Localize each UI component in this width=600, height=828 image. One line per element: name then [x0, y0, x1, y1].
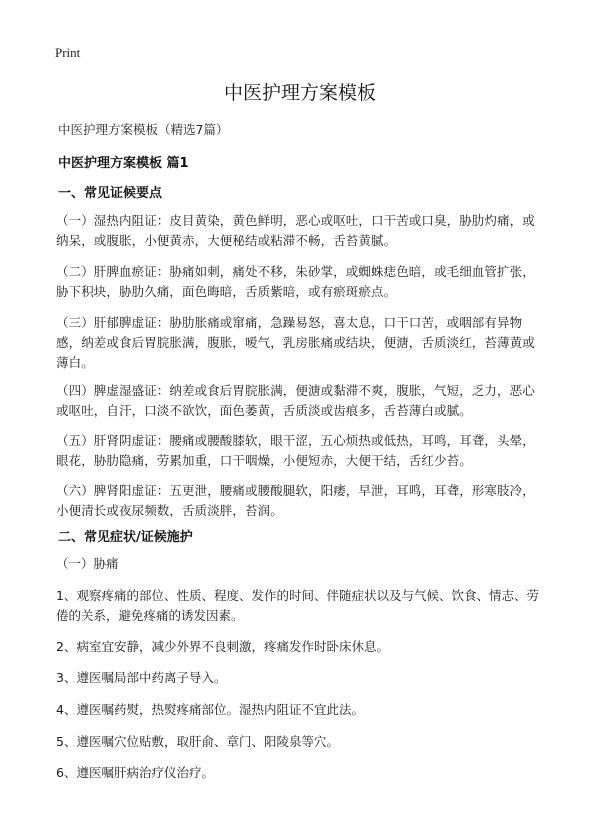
paragraph-liver-spleen-stasis: （二）肝脾血瘀证：胁痛如刺，痛处不移，朱砂掌，或蜘蛛痣色暗，或毛细血管扩张，胁下积块，胁肋久痛，面色晦暗，舌质紫暗，或有瘀斑瘀点。 [56, 264, 535, 299]
section2-heading: 二、常见症状/证候施护 [58, 530, 193, 545]
list-item: 1、观察疼痛的部位、性质、程度、发作的时间、伴随症状以及与气候、饮食、情志、劳倦的关系，避免疼痛的诱发因素。 [56, 588, 539, 623]
section1-heading: 一、常见证候要点 [58, 186, 163, 201]
paragraph-spleen-kidney-yang: （六）脾肾阳虚证：五更泄，腰痛或腰酸腿软，阳痿，早泄，耳鸣，耳聋，形寒肢冷，小便清长或夜尿频数，舌质淡胖，苔润。 [56, 483, 535, 518]
page-title: 中医护理方案模板 [223, 82, 376, 104]
document-subtitle: 中医护理方案模板（精选7篇） [58, 122, 229, 137]
article-heading: 中医护理方案模板 篇1 [58, 156, 189, 171]
list-item: 4、遵医嘱药熨，热熨疼痛部位。湿热内阻证不宜此法。 [56, 702, 364, 717]
paragraph-liver-depression: （三）肝郁脾虚证：胁肋胀痛或窜痛，急躁易怒，喜太息，口干口苦，或咽部有异物感，纳差或食后胃脘胀满，腹胀，嗳气，乳房胀痛或结块，便溏，舌质淡红，苔薄黄或薄白。 [56, 315, 535, 370]
list-item: 5、遵医嘱穴位贴敷，取肝俞、章门、阳陵泉等穴。 [56, 734, 339, 749]
paragraph-liver-kidney-yin: （五）肝肾阴虚证：腰痛或腰酸膝软，眼干涩，五心烦热或低热，耳鸣，耳聋，头晕，眼花，胁肋隐痛，劳累加重，口干咽燥，小便短赤，大便干结，舌红少苔。 [56, 433, 535, 468]
list-item: 3、遵医嘱局部中药离子导入。 [56, 670, 227, 685]
list-item: 6、遵医嘱肝病治疗仪治疗。 [56, 765, 214, 780]
list-item: 2、病室宜安静，减少外界不良刺激，疼痛发作时卧床休息。 [56, 639, 389, 654]
print-label: Print [55, 45, 81, 60]
subheading-hypochondriac-pain: （一）胁痛 [56, 556, 119, 571]
paragraph-spleen-damp: （四）脾虚湿盛证：纳差或食后胃脘胀满，便溏或黏滞不爽，腹胀，气短，乏力，恶心或呕吐，自汗，口淡不欲饮，面色萎黄，舌质淡或齿痕多，舌苔薄白或腻。 [56, 383, 535, 418]
paragraph-damp-heat: （一）湿热内阻证：皮目黄染，黄色鲜明，恶心或呕吐，口干苦或口臭，胁肋灼痛，或纳呆，或腹胀，小便黄赤，大便秘结或粘滞不畅，舌苔黄腻。 [56, 213, 535, 248]
